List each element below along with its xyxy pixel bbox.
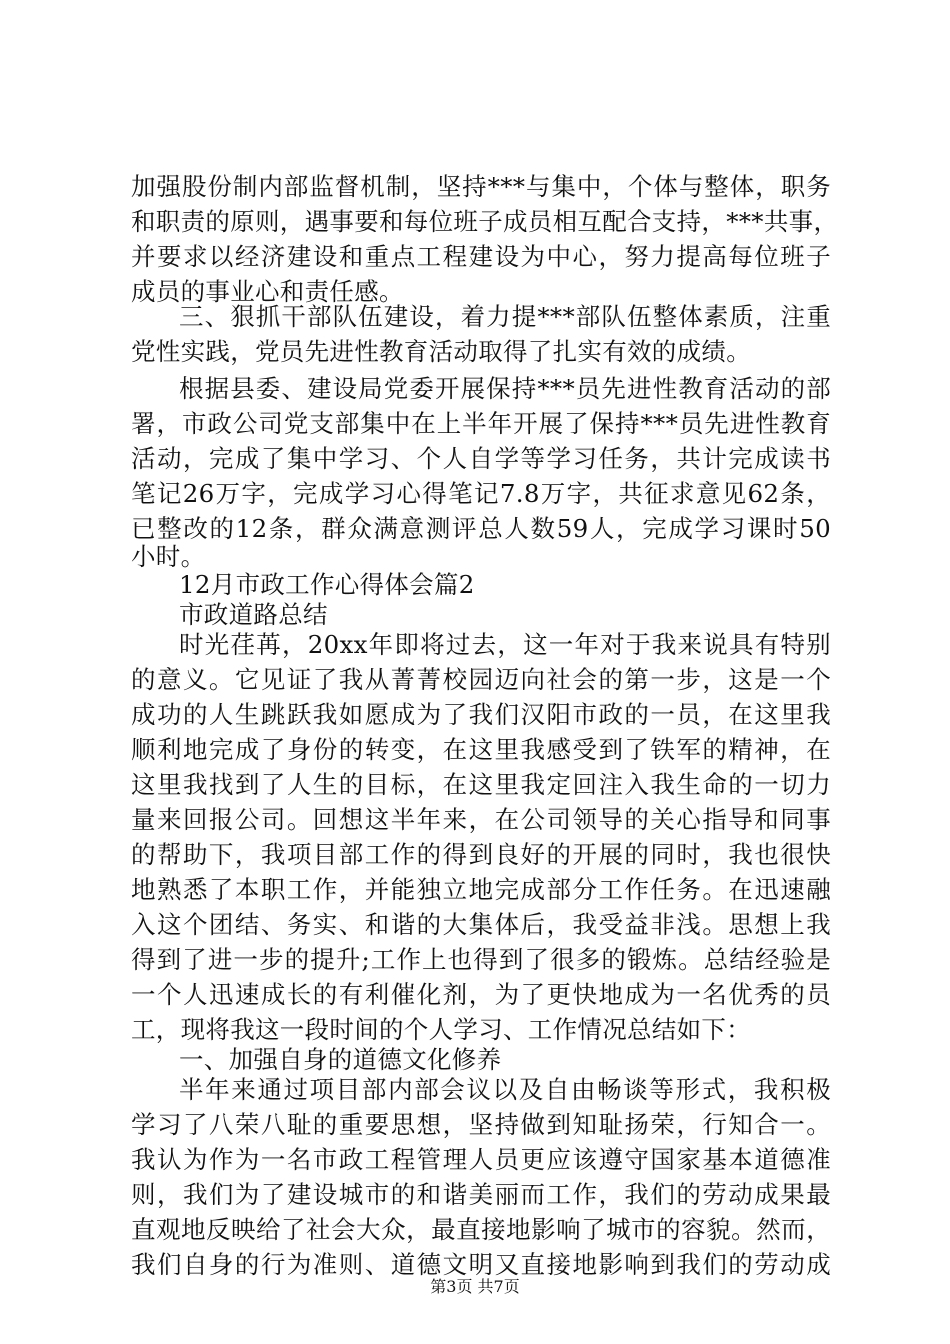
paragraph-start-line: 时光荏苒，20xx年即将过去，这一年对于我来说具有特别	[179, 630, 831, 659]
section-heading: 一、加强自身的道德文化修养	[179, 1045, 502, 1074]
text-line: 成员的事业心和责任感。	[131, 277, 404, 306]
text-line: 并要求以经济建设和重点工程建设为中心，努力提高每位班子	[131, 242, 831, 271]
paragraph-start-line: 根据县委、建设局党委开展保持***员先进性教育活动的部	[179, 374, 831, 403]
text-line: 入这个团结、务实、和谐的大集体后，我受益非浅。思想上我	[131, 910, 831, 939]
text-line: 得到了进一步的提升;工作上也得到了很多的锻炼。总结经验是	[131, 945, 831, 974]
text-line: 的帮助下，我项目部工作的得到良好的开展的同时，我也很快	[131, 840, 831, 869]
text-line: 和职责的原则，遇事要和每位班子成员相互配合支持，***共事，	[131, 207, 839, 236]
text-line: 一个人迅速成长的有利催化剂，为了更快地成为一名优秀的员	[131, 980, 831, 1009]
text-line: 笔记26万字，完成学习心得笔记7.8万字，共征求意见62条，	[131, 479, 831, 508]
text-line: 学习了八荣八耻的重要思想，坚持做到知耻扬荣，行知合一。	[131, 1110, 831, 1139]
text-line: 我们自身的行为准则、道德文明又直接地影响到我们的劳动成	[131, 1250, 831, 1279]
text-line: 直观地反映给了社会大众，最直接地影响了城市的容貌。然而，	[131, 1215, 831, 1244]
paragraph-start-line: 半年来通过项目部内部会议以及自由畅谈等形式，我积极	[179, 1075, 831, 1104]
text-line: 已整改的12条，群众满意测评总人数59人，完成学习课时50	[131, 514, 831, 543]
text-line: 加强股份制内部监督机制，坚持***与集中，个体与整体，职务	[131, 172, 831, 201]
text-line: 署，市政公司党支部集中在上半年开展了保持***员先进性教育	[131, 409, 831, 438]
text-line: 活动，完成了集中学习、个人自学等学习任务，共计完成读书	[131, 444, 831, 473]
section-subheading: 市政道路总结	[179, 600, 328, 629]
page-number-footer: 第3页 共7页	[430, 1277, 520, 1296]
text-line: 顺利地完成了身份的转变，在这里我感受到了铁军的精神，在	[131, 735, 831, 764]
section-heading: 12月市政工作心得体会篇2	[179, 570, 475, 599]
paragraph-start-line: 三、狠抓干部队伍建设，着力提***部队伍整体素质，注重	[179, 302, 831, 331]
text-line: 量来回报公司。回想这半年来，在公司领导的关心指导和同事	[131, 805, 831, 834]
text-line: 则，我们为了建设城市的和谐美丽而工作，我们的劳动成果最	[131, 1180, 831, 1209]
text-line: 工，现将我这一段时间的个人学习、工作情况总结如下：	[131, 1015, 751, 1044]
text-line: 成功的人生跳跃我如愿成为了我们汉阳市政的一员，在这里我	[131, 700, 831, 729]
text-line: 的意义。它见证了我从菁菁校园迈向社会的第一步，这是一个	[131, 665, 831, 694]
text-line: 小时。	[131, 542, 206, 571]
text-line: 党性实践，党员先进性教育活动取得了扎实有效的成绩。	[131, 337, 751, 366]
text-line: 这里我找到了人生的目标，在这里我定回注入我生命的一切力	[131, 770, 831, 799]
text-line: 地熟悉了本职工作，并能独立地完成部分工作任务。在迅速融	[131, 875, 831, 904]
text-line: 我认为作为一名市政工程管理人员更应该遵守国家基本道德准	[131, 1145, 831, 1174]
